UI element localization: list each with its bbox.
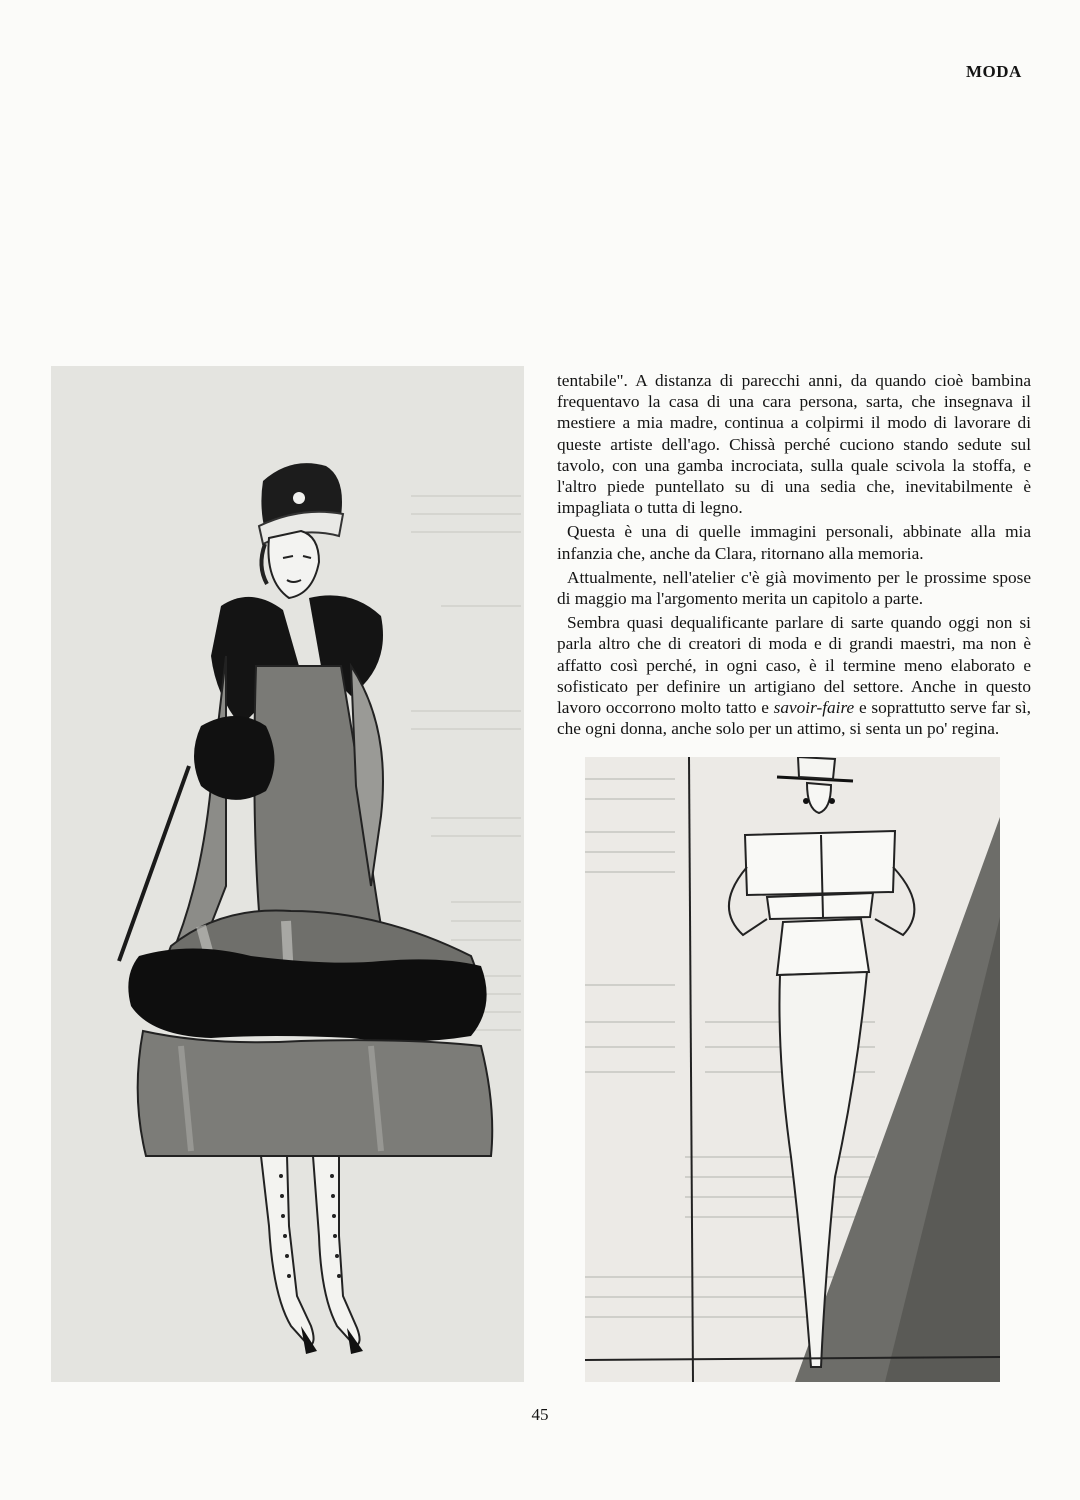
article-paragraph: Questa è una di quelle immagini personali, abbinate alla mia infanzia che, anche da Clara, ritornano alla memoria. [557, 522, 1031, 563]
fur-coat-figure-icon [51, 366, 524, 1382]
article-text: Sembra quasi dequalificante parlare di sarte quando oggi non si parla altro che di creatori di moda e di grandi maestri, ma non è affatto così perché, in ogni caso, è il termine meno elaborato e sofisticato per definire un artigiano del settore. Anche in questo lavoro occorrono molto tatto e [557, 613, 1031, 718]
article-text: e soprattutto serve far sì, che ogni donna, anche solo per un attimo, si senta un po' regina. [557, 698, 1031, 739]
article-paragraph [557, 612, 1031, 739]
vintage-coat-illustration [51, 366, 524, 1382]
italic-term: savoir-faire [773, 698, 855, 718]
fashion-sketch-figure-icon [585, 757, 1000, 1382]
article-paragraph: Attualmente, nell'atelier c'è già movimento per le prossime spose di maggio ma l'argomento merita un capitolo a parte. [557, 567, 1031, 609]
article-body [557, 370, 1031, 742]
section-label: MODA [966, 62, 1022, 81]
page-number: 45 [531, 1405, 549, 1424]
article-paragraph: tentabile". A distanza di parecchi anni, da quando cioè bambina frequentavo la casa di una cara persona, sarta, che insegnava il mestiere a mia madre, continua a colpirmi il modo di lavorare di queste artiste dell'ago. Chissà perché cuciono stando sedute sul tavolo, con una gamba incrociata, sulla quale scivola la stoffa, e l'altro piede puntellato su di una sedia che, inevitabilmente è impagliata o tutta di legno. [557, 371, 1031, 518]
modern-fashion-sketch [585, 757, 1000, 1382]
